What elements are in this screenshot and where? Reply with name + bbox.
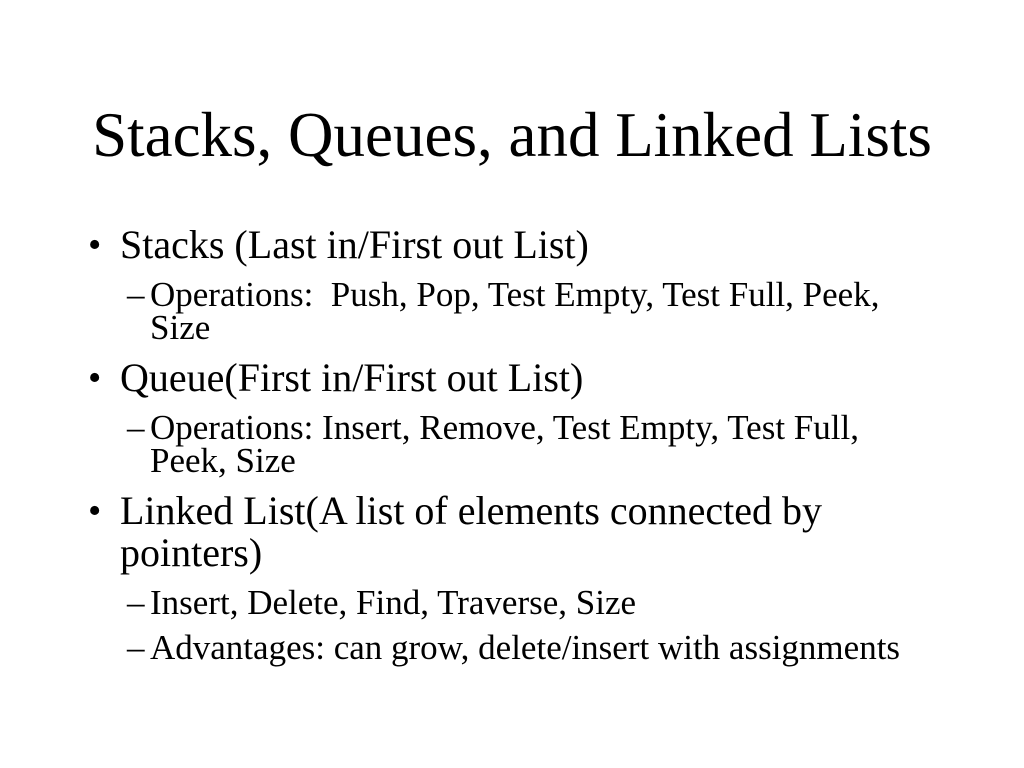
bullet-item-queue: [88, 357, 1000, 399]
bullet-dot-icon: •: [88, 224, 102, 266]
sub-bullet-linked-list-advantages: [88, 628, 1000, 667]
bullet-item-linked-list: [88, 490, 1000, 574]
bullet-line: Queue(First in/First out List): [120, 355, 584, 400]
sub-bullet-line: Insert, Delete, Find, Traverse, Size: [150, 583, 637, 622]
sub-bullet-text: [150, 628, 1000, 667]
sub-bullet-line: Peek, Size: [150, 441, 296, 480]
dash-icon: –: [127, 408, 145, 447]
dash-icon: –: [127, 583, 145, 622]
sub-bullet-text: [150, 408, 1000, 480]
bullet-line: Stacks (Last in/First out List): [120, 222, 589, 267]
dash-icon: –: [127, 275, 145, 314]
sub-bullet-line: Advantages: can grow, delete/insert with assignments: [150, 628, 901, 667]
sub-bullet-line: Operations: Push, Pop, Test Empty, Test Full, Peek,: [150, 275, 880, 314]
slide-title: Stacks, Queues, and Linked Lists: [92, 100, 932, 170]
bullet-list: [88, 222, 1000, 667]
sub-bullet-linked-list-operations: [88, 583, 1000, 622]
sub-bullet-text: [150, 583, 1000, 622]
bullet-text: [120, 490, 1000, 574]
sub-bullet-text: [150, 275, 1000, 347]
bullet-text: [120, 357, 1000, 399]
bullet-line: pointers): [120, 530, 263, 575]
dash-icon: –: [127, 628, 145, 667]
bullet-dot-icon: •: [88, 357, 102, 399]
bullet-dot-icon: •: [88, 490, 102, 532]
bullet-line: Linked List(A list of elements connected by: [120, 488, 823, 533]
bullet-text: [120, 224, 1000, 266]
sub-bullet-queue-operations: [88, 408, 1000, 480]
sub-bullet-line: Operations: Insert, Remove, Test Empty, Test Full,: [150, 408, 859, 447]
sub-bullet-line: Size: [150, 308, 211, 347]
bullet-item-stacks: [88, 224, 1000, 266]
sub-bullet-stacks-operations: [88, 275, 1000, 347]
